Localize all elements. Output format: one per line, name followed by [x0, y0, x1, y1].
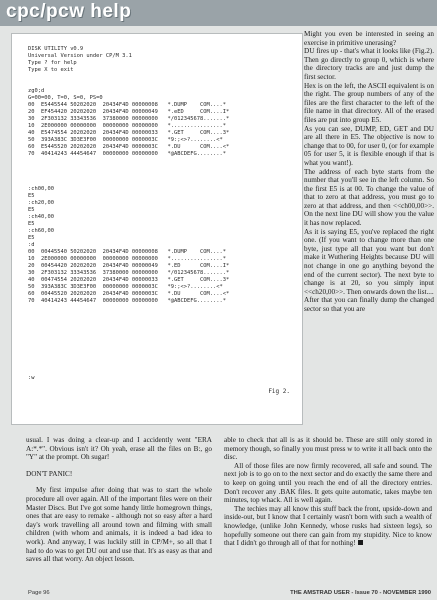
screen-line: :ch60,00 — [28, 228, 54, 234]
screen-line: 00 E5445544 50202020 20434F4D 00000008 *.DUMP COM....* — [28, 102, 226, 108]
paragraph: My first impulse after doing that was to start the whole procedure all over again. All of the important files were on their Master Discs. But I've got some handy little homegrown things, ones that are easy to remake - although not so easy after a hard day's work travelling all around town and filming with small children (with whom and animals, it is indeed a bad idea to work). And anyway, I was luckily still in CP/M+, so all that I had to do was to get DU out and use that. It's as easy as that and saves all that worry. An object lesson. — [26, 486, 212, 564]
screen-line: 50 393A383C 3D3E3F00 00000000 0000003C *9:;<>?........<* — [28, 284, 223, 290]
section-header — [0, 0, 437, 26]
section-title: cpc/pcw help — [6, 1, 132, 22]
screen-line: 00 00445540 50202020 20434F4D 00000008 *.DUMP COM....* — [28, 249, 226, 255]
article-column-middle — [224, 436, 432, 548]
paragraph — [224, 505, 432, 548]
figure-caption: Fig 2. — [268, 388, 290, 395]
screen-line: :ch20,00 — [28, 200, 54, 206]
article-column-right: Might you even be interested in seeing an exercise in primitive unerasing? DU fires up - that's what it looks like (Fig.2). Then go directly to group 0, which is where the directory tracks are and just dump the first sector. Hex is on the left, the ASCII equivalent is on the right. The group numbers of any of the files are the first character to the left of the file name in that directory. All of the erased files are put into group E5. As you can see, DUMP, ED, GET and DU are all there in E5. The objective is now to change that to 00, for user 0, (or for example 05 for user 5, it is flexible enough if that is what you want!). The address of each byte starts from the number that you'll see in the left column. So the first E5 is at 00. To change the value of that to zero at that address, you must go to zero at that address, and then <<ch00,00>>. On the next line DU will show you the value it has now replaced. As it is saying E5, you've replaced the right one. (If you want to change more than one byte, just type all that you want but don't make it Wuthering Heights because DU will not change in one go anything beyond the end of the current sector). The next byte to change is at 20, so you simply input <<ch20,00>>. Then onwards down the list.... After that you can finally dump the changed sector so that you are — [304, 30, 434, 313]
screen-line: E5 — [28, 235, 35, 241]
screen-line: 10 2E000000 00000000 00000000 00000000 *................* — [28, 256, 226, 262]
screen-line: DISK UTILITY v0.9 — [28, 46, 84, 52]
screen-line: 40 00474554 20202020 20434F4D 00000033 *.GET COM....3* — [28, 277, 230, 283]
screen-line: :d — [28, 242, 35, 248]
screen-line: 20 EF454420 20202020 20434F4D 00000049 *.eED COM....I* — [28, 109, 230, 115]
screen-line: :ch40,00 — [28, 214, 54, 220]
screen-line: G=00=00, T=0, S=0, PS=0 — [28, 95, 103, 101]
screen-line: E5 — [28, 221, 35, 227]
page-footer — [0, 588, 437, 600]
screen-line: 60 E5445520 20202020 20434F4D 0000003C *.DU COM....<* — [28, 144, 230, 150]
screen-line: :ch00,00 — [28, 186, 54, 192]
screen-line: E5 — [28, 207, 35, 213]
screen-line: 20 00454420 20202020 20434F4D 00000049 *.ED COM....I* — [28, 263, 230, 269]
paragraph: able to check that all is as it should be. These are still only stored in memory though, so finally you must press w to write it all back onto the disc. — [224, 436, 432, 462]
issue-line: THE AMSTRAD USER - Issue 70 - NOVEMBER 1990 — [290, 590, 431, 596]
screen-line: 40 E5474554 20202020 20434F4D 00000033 *.GET COM....3* — [28, 130, 230, 136]
end-of-article-mark — [358, 540, 363, 545]
screen-listing — [11, 33, 303, 425]
screen-line: Universal Version under CP/M 3.1 — [28, 53, 132, 59]
screen-line: zg0;d — [28, 88, 45, 94]
screen-line: 70 40414243 44454647 00000000 00000000 *@ABCDEFG........* — [28, 151, 226, 157]
screen-line: Type ? for help — [28, 60, 77, 66]
subheading: DON'T PANIC! — [26, 469, 73, 478]
article-column-left — [26, 436, 212, 572]
screen-line: 70 40414243 44454647 00000000 00000000 *@ABCDEFG........* — [28, 298, 226, 304]
screen-line: :w — [28, 375, 35, 381]
screen-line: 30 2F303132 33343536 37380000 00000000 */012345678.......* — [28, 270, 230, 276]
paragraph-text: The techies may all know this stuff back the front, upside-down and inside-out, but I know that I certainly wasn't born with such a wealth of knowledge, (unlike John Kennedy, whose rusks had sixteen legs), so hopefully someone out there can gain from my stupidity. Nice to know that I didn't go through all of that for nothing! — [224, 504, 432, 548]
screen-line: 60 00445520 20202020 20434F4D 0000003C *.DU COM....<* — [28, 291, 230, 297]
screen-line: 10 2E000000 00000000 00000000 00000000 *................* — [28, 123, 226, 129]
paragraph: usual. I was doing a clear-up and I accidently went "ERA A:*.*". Obvious isn't it? Oh yeah, erase all the files on B:, go "Y" at the prompt. Oh sugar! — [26, 436, 212, 462]
screen-line: 30 2F303132 33343536 37380000 00000000 */012345678.......* — [28, 116, 230, 122]
paragraph: All of those files are now firmly recovered, all safe and sound. The next job is to go on to the next sector and do exactly the same there and to keep on going until you reach the end of all the directory entries. Don't recover any .BAK files. It gets quite automatic, takes maybe ten minutes, top whack. All is well again. — [224, 461, 432, 505]
screen-line: E5 — [28, 193, 35, 199]
page-number: Page 96 — [28, 590, 50, 596]
screen-line: 50 393A383C 3D3E3F00 00000000 0000003C *9:;<>?........<* — [28, 137, 223, 143]
screen-line: Type X to exit — [28, 67, 74, 73]
